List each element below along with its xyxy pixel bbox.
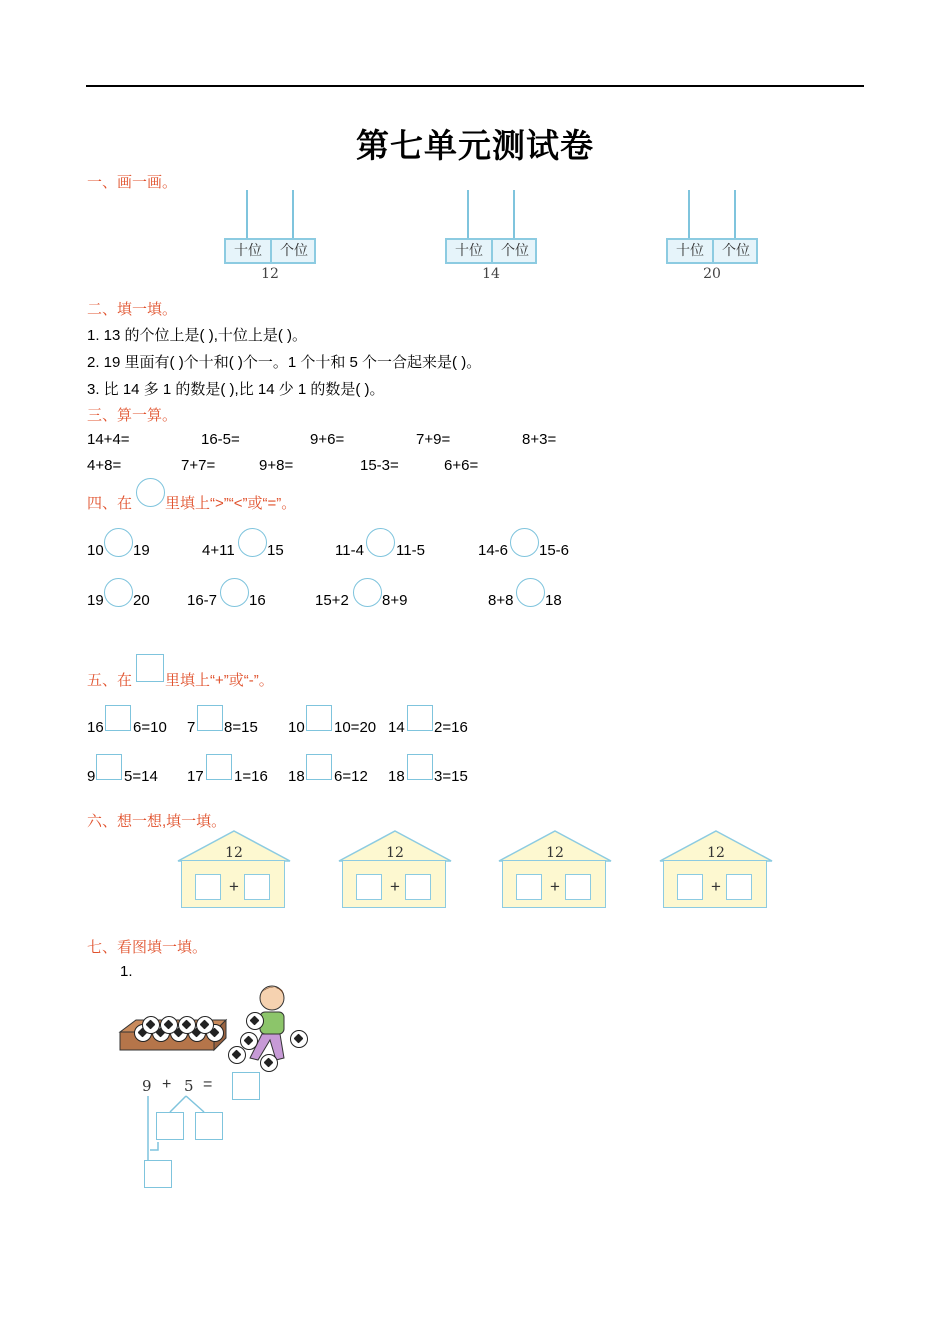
compare-circle-input[interactable] — [104, 578, 133, 607]
heading-circle-icon — [136, 478, 165, 507]
op-left: 10 — [288, 719, 305, 736]
addend-box-input[interactable] — [677, 874, 703, 900]
equation-op: + — [162, 1076, 172, 1093]
abacus-3 — [666, 190, 786, 290]
op-left: 14 — [388, 719, 405, 736]
addend-box-input[interactable] — [726, 874, 752, 900]
plus-sign: + — [390, 877, 400, 896]
op-left: 7 — [187, 719, 196, 736]
compare-right: 20 — [133, 592, 150, 609]
calc-item: 15-3= — [360, 457, 399, 474]
calc-item: 7+9= — [416, 431, 451, 448]
calc-item: 9+6= — [310, 431, 345, 448]
section-4-heading-pre: 四、在 — [87, 495, 133, 512]
operator-box-input[interactable] — [306, 754, 332, 780]
operator-box-input[interactable] — [206, 754, 232, 780]
compare-right: 16 — [249, 592, 266, 609]
soccer-ball-icon — [246, 1012, 264, 1030]
compare-left: 16-7 — [187, 592, 218, 609]
operator-box-input[interactable] — [105, 705, 131, 731]
calc-item: 4+8= — [87, 457, 122, 474]
ones-label: 个位 — [722, 243, 750, 259]
compare-left: 10 — [87, 542, 104, 559]
split-box-input[interactable] — [156, 1112, 184, 1140]
compare-right: 18 — [545, 592, 562, 609]
fill-item-2: 2. 19 里面有( )个十和( )个一。1 个十和 5 个一合起来是( )。 — [87, 354, 482, 371]
ones-label: 个位 — [501, 243, 529, 259]
op-right: 6=10 — [133, 719, 167, 736]
op-left: 17 — [187, 768, 204, 785]
section-3-heading: 三、算一算。 — [87, 407, 178, 424]
compare-right: 15 — [267, 542, 284, 559]
house-number: 12 — [225, 845, 243, 861]
calc-item: 14+4= — [87, 431, 130, 448]
compare-right: 8+9 — [382, 592, 408, 609]
section-6-heading: 六、想一想,填一填。 — [87, 813, 227, 830]
compare-left: 8+8 — [488, 592, 514, 609]
compare-circle-input[interactable] — [353, 578, 382, 607]
addend-box-input[interactable] — [195, 874, 221, 900]
op-right: 5=14 — [124, 768, 158, 785]
house-number: 12 — [707, 845, 725, 861]
calc-item: 16-5= — [201, 431, 240, 448]
tens-label: 十位 — [226, 240, 272, 262]
abacus-1 — [224, 190, 344, 290]
equation-eq: = — [203, 1076, 213, 1093]
compare-right: 19 — [133, 542, 150, 559]
soccer-ball-icon — [160, 1016, 178, 1034]
compare-circle-input[interactable] — [510, 528, 539, 557]
compare-left: 4+11 — [202, 542, 235, 559]
soccer-ball-icon — [240, 1032, 258, 1050]
soccer-ball-icon — [178, 1016, 196, 1034]
operator-box-input[interactable] — [197, 705, 223, 731]
calc-item: 6+6= — [444, 457, 479, 474]
number-house-1 — [177, 830, 291, 910]
op-left: 9 — [87, 768, 96, 785]
item-number: 1. — [120, 963, 133, 980]
number-house-4 — [659, 830, 773, 910]
op-right: 10=20 — [334, 719, 377, 736]
ones-label: 个位 — [280, 243, 308, 259]
ten-box-input[interactable] — [144, 1160, 172, 1188]
addend-box-input[interactable] — [405, 874, 431, 900]
op-left: 16 — [87, 719, 104, 736]
operator-box-input[interactable] — [407, 705, 433, 731]
op-left: 18 — [288, 768, 305, 785]
answer-box-input[interactable] — [232, 1072, 260, 1100]
heading-square-icon — [136, 654, 164, 682]
calc-item: 7+7= — [181, 457, 216, 474]
tens-label: 十位 — [668, 240, 714, 262]
soccer-ball-illustration — [118, 982, 318, 1077]
op-right: 1=16 — [234, 768, 268, 785]
operator-box-input[interactable] — [96, 754, 122, 780]
fill-item-3: 3. 比 14 多 1 的数是( ),比 14 少 1 的数是( )。 — [87, 381, 385, 398]
op-right: 2=16 — [434, 719, 468, 736]
house-number: 12 — [386, 845, 404, 861]
soccer-ball-icon — [196, 1016, 214, 1034]
abacus-number: 12 — [261, 266, 279, 282]
split-box-input[interactable] — [195, 1112, 223, 1140]
section-1-heading: 一、画一画。 — [87, 174, 178, 191]
addend-box-input[interactable] — [356, 874, 382, 900]
compare-right: 15-6 — [539, 542, 570, 559]
tens-label: 十位 — [447, 240, 493, 262]
compare-circle-input[interactable] — [238, 528, 267, 557]
compare-circle-input[interactable] — [104, 528, 133, 557]
plus-sign: + — [550, 877, 560, 896]
number-house-3 — [498, 830, 612, 910]
compare-left: 11-4 — [335, 542, 364, 559]
fill-item-1: 1. 13 的个位上是( ),十位上是( )。 — [87, 327, 308, 344]
addend-box-input[interactable] — [565, 874, 591, 900]
compare-left: 15+2 — [315, 592, 349, 609]
operator-box-input[interactable] — [407, 754, 433, 780]
abacus-number: 14 — [482, 266, 500, 282]
section-7-heading: 七、看图填一填。 — [87, 939, 208, 956]
calc-item: 8+3= — [522, 431, 557, 448]
calc-item: 9+8= — [259, 457, 294, 474]
op-right: 6=12 — [334, 768, 368, 785]
equation-b: 5 — [184, 1077, 194, 1095]
operator-box-input[interactable] — [306, 705, 332, 731]
compare-circle-input[interactable] — [366, 528, 395, 557]
top-rule — [86, 85, 864, 87]
plus-sign: + — [711, 877, 721, 896]
plus-sign: + — [229, 877, 239, 896]
house-number: 12 — [546, 845, 564, 861]
compare-right: 11-5 — [396, 542, 425, 559]
compare-left: 14-6 — [478, 542, 509, 559]
compare-circle-input[interactable] — [516, 578, 545, 607]
abacus-number: 20 — [703, 266, 721, 282]
section-2-heading: 二、填一填。 — [87, 301, 178, 318]
op-right: 8=15 — [224, 719, 258, 736]
compare-circle-input[interactable] — [220, 578, 249, 607]
number-house-2 — [338, 830, 452, 910]
soccer-ball-icon — [142, 1016, 160, 1034]
section-5-heading-pre: 五、在 — [87, 672, 133, 689]
abacus-2 — [445, 190, 565, 290]
soccer-ball-icon — [228, 1046, 246, 1064]
soccer-ball-icon — [260, 1054, 278, 1072]
addend-box-input[interactable] — [516, 874, 542, 900]
page-title: 第七单元测试卷 — [356, 126, 594, 165]
section-5-heading-post: 里填上“+”或“-”。 — [165, 672, 274, 689]
equation-a: 9 — [142, 1077, 152, 1095]
addend-box-input[interactable] — [244, 874, 270, 900]
op-right: 3=15 — [434, 768, 468, 785]
compare-left: 19 — [87, 592, 104, 609]
op-left: 18 — [388, 768, 405, 785]
soccer-ball-icon — [290, 1030, 308, 1048]
section-4-heading-post: 里填上“>”“<”或“=”。 — [165, 495, 297, 512]
